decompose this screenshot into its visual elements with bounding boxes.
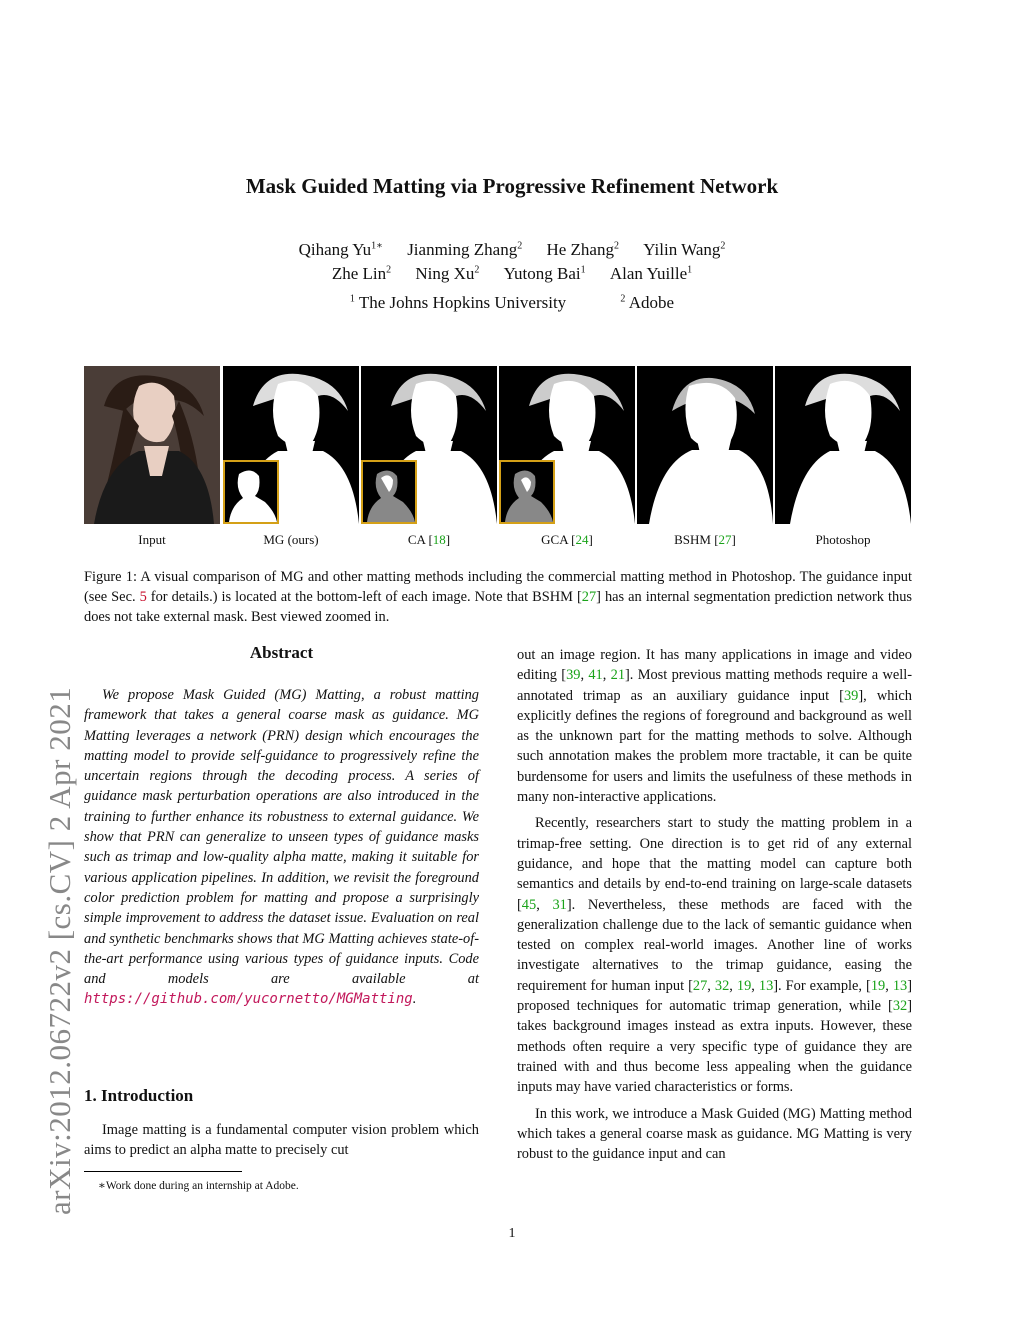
citation-link[interactable]: 39 (566, 667, 581, 684)
citation-link[interactable]: 21 (610, 667, 626, 684)
panel-caption-ca: CA [18] (407, 532, 451, 547)
panel-caption-bshm: BSHM [27] (674, 532, 736, 547)
right-column (517, 645, 912, 1170)
paragraph: Recently, researchers start to study the matting problem in a trimap-free setting. One direction is to get rid of any external guidance, and hope that the matting model can capture both semantics and details by end-to-end training on large-scale datasets [45, 31]. Nevertheless, these methods are faced with the generalization challenge due to the lack of semantic guidance when tested on complex real-world images. Another line of works investigate alternatives to the trimap guidance, easing the requirement for human input [27, 32, 19, 13]. For example, [19, 13] proposed techniques for automatic trimap generation, while [32] takes background images instead as extra inputs. However, these methods often require a very specific type of guidance they are trained with and thus become less appealing when the guidance inputs may have varied characteristics or forms. (517, 815, 912, 1096)
panel-caption-input: Input (138, 532, 166, 547)
abstract-body: We propose Mask Guided (MG) Matting, a robust matting framework that takes a general coarse mask as guidance. MG Matting leverages a network (PRN) design which encourages the matting model to provide self-guidance to progressively refine the uncertain regions through the decoding process. A series of guidance mask perturbation operations are also introduced in the training to further enhance its robustness to external guidance. We show that PRN can generalize to unseen types of guidance masks such as trimap and low-quality alpha matte, making it suitable for various application pipelines. In addition, we revisit the foreground color prediction problem for matting and propose a surprisingly simple improvement to address the dataset issue. Evaluation on real and synthetic benchmarks shows that MG Matting achieves state-of-the-art performance using various types of guidance inputs. Code and models are available at https://github.com/yucornetto/MGMatting. (84, 687, 479, 1008)
affiliations (0, 293, 1024, 313)
photoshop-panel (775, 366, 911, 524)
panel-caption-gca: GCA [24] (541, 532, 593, 547)
figure-caption: Figure 1: A visual comparison of MG and other matting methods including the commercial matting method in Photoshop. The guidance input (see Sec. 5 for details.) is located at the bottom-left of each image. Note that BSHM [27] has an internal segmentation prediction network thus does not take external mask. Best viewed zoomed in. (84, 569, 912, 625)
paper-title: Mask Guided Matting via Progressive Refinement Network (245, 174, 779, 198)
gca-panel (499, 366, 635, 524)
citation-link[interactable]: 18 (432, 532, 446, 547)
panel-caption-mg: MG (ours) (263, 532, 319, 547)
footnote: ∗Work done during an internship at Adobe. (98, 1180, 299, 1192)
page-number: 1 (508, 1226, 516, 1241)
citation-link[interactable]: 27 (581, 589, 597, 605)
paragraph: In this work, we introduce a Mask Guided (MG) Matting method which takes a general coarse mask as guidance. MG Matting is very robust to the guidance input and can (517, 1105, 912, 1163)
footnote-rule (84, 1171, 242, 1172)
alpha-matte-illustration (637, 366, 773, 524)
author: Jianming Zhang$^2$ (407, 240, 523, 259)
citation-link[interactable]: 32 (714, 977, 730, 994)
intro-paragraph: Image matting is a fundamental computer vision problem which aims to predict an alpha matte to precisely cut (84, 1122, 479, 1159)
arxiv-sidebar-id: arXiv:2012.06722v2 [cs.CV] 2 Apr 2021 (42, 686, 77, 1215)
portrait-illustration (84, 366, 220, 524)
input-photo-panel (84, 366, 220, 524)
section-heading-introduction: 1. Introduction (84, 1086, 194, 1105)
author-row-1 (0, 240, 1024, 260)
author: Yilin Wang$^2$ (643, 240, 726, 259)
citation-link[interactable]: 27 (718, 532, 732, 547)
author: Yutong Bai$^1$ (503, 264, 586, 283)
panel-caption-photoshop: Photoshop (815, 532, 871, 547)
citation-link[interactable]: 32 (892, 998, 908, 1015)
affiliation: $^1$ The Johns Hopkins University (349, 293, 567, 312)
citation-link[interactable]: 41 (588, 667, 603, 684)
bshm-panel (637, 366, 773, 524)
citation-link[interactable]: 45 (521, 896, 537, 913)
section-link[interactable]: 5 (139, 589, 147, 605)
code-url-link[interactable]: https://github.com/yucornetto/MGMatting (84, 991, 413, 1008)
citation-link[interactable]: 24 (575, 532, 589, 547)
citation-link[interactable]: 31 (552, 896, 567, 913)
abstract-heading: Abstract (249, 643, 314, 662)
author-row-2 (0, 264, 1024, 284)
guidance-inset (499, 460, 555, 524)
citation-link[interactable]: 13 (892, 977, 908, 994)
guidance-inset (223, 460, 279, 524)
ca-panel (361, 366, 497, 524)
author: Qihang $Yu^{1∗}$ (298, 240, 383, 259)
guidance-inset (361, 460, 417, 524)
author: Zhe Lin$^2$ (331, 264, 392, 283)
citation-link[interactable]: 39 (843, 687, 859, 704)
author: Alan Yuille$^1$ (609, 264, 693, 283)
citation-link[interactable]: 13 (758, 977, 774, 994)
citation-link[interactable]: 27 (692, 977, 708, 994)
affiliation: $^2$ Adobe (620, 293, 675, 312)
paragraph: out an image region. It has many applications in image and video editing [39, 41, 21]. Most previous matting methods require a well-annotated trimap as an auxiliary guidance input [39], which explicitly defines the regions of foreground and background as well as the unknown part for the matting methods to solve. Although such annotation makes the problem more tractable, it can be quite burdensome for users and limits the usefulness of these methods in many non-interactive applications. (517, 647, 913, 806)
author: Ning Xu$^2$ (415, 264, 480, 283)
author: He Zhang$^2$ (546, 240, 619, 259)
citation-link[interactable]: 19 (736, 977, 752, 994)
mg-ours-panel (223, 366, 359, 524)
citation-link[interactable]: 19 (870, 977, 886, 994)
alpha-matte-illustration (775, 366, 911, 524)
